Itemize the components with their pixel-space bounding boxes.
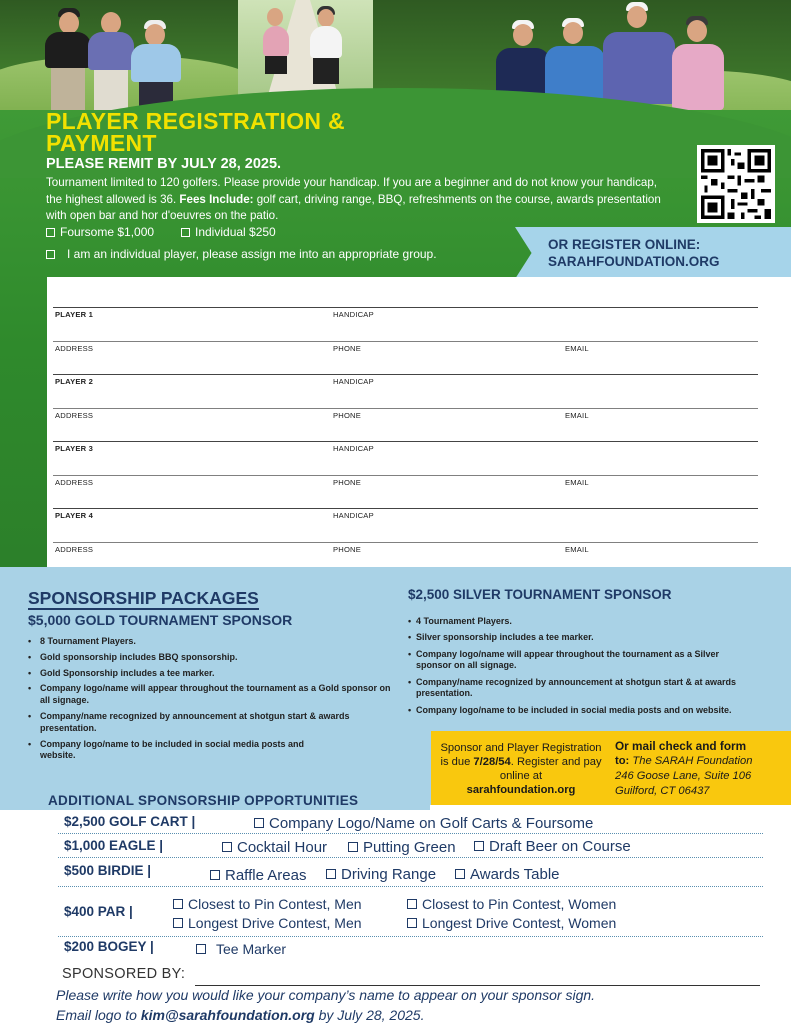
list-item: • Company/name recognized by announcement at shotgun start & at awards presentation.: [408, 677, 788, 701]
option-label: Longest Drive Contest, Men: [188, 915, 362, 931]
registration-due-text: [440, 741, 602, 797]
address-label: ADDRESS: [55, 545, 94, 554]
title-line-2: PAYMENT: [46, 130, 157, 156]
sponsor-sign-note: Please write how you would like your company’s name to appear on your sponsor sign.: [56, 987, 596, 1003]
phone-label: PHONE: [333, 478, 362, 487]
option-label: Closest to Pin Contest, Men: [188, 896, 362, 912]
option-label: Raffle Areas: [225, 867, 307, 884]
tier-par-label: $400 PAR |: [64, 904, 133, 919]
player-2-label: PLAYER 2: [55, 377, 94, 386]
list-item: • Gold sponsorship includes BBQ sponsorship.: [28, 652, 398, 664]
option-label: Awards Table: [470, 866, 560, 883]
divider: [58, 936, 763, 937]
option-individual[interactable]: [181, 225, 276, 239]
due-text: . Register and pay online at: [499, 756, 602, 782]
list-item: • Company logo/name will appear throughout the tournament as a Silver sponsor on all signage.: [408, 649, 728, 673]
option-assign-group[interactable]: [46, 247, 437, 261]
player-2-line[interactable]: [53, 408, 758, 409]
list-item: • Company logo/name will appear throughout the tournament as a Gold sponsor on all signage.: [28, 683, 398, 707]
option-raffle-areas[interactable]: [210, 867, 306, 884]
fees-include-label: Fees Include:: [179, 192, 254, 206]
phone-label: PHONE: [333, 411, 362, 420]
option-driving-range[interactable]: [326, 866, 436, 883]
sponsorship-heading: SPONSORSHIP PACKAGES: [28, 588, 259, 608]
option-label: Draft Beer on Course: [489, 838, 631, 855]
qr-code-icon[interactable]: [697, 145, 775, 223]
phone-label: PHONE: [333, 344, 362, 353]
address-label: ADDRESS: [55, 411, 94, 420]
sponsored-by-label: SPONSORED BY:: [62, 966, 186, 982]
checkbox-icon[interactable]: [254, 818, 264, 828]
player-3-label: PLAYER 3: [55, 444, 94, 453]
fees-text: golf cart, driving range, BBQ, refreshments on the course, awards presentation with open bar and hor d'oeuvres on the patio.: [46, 192, 661, 222]
phone-label: PHONE: [333, 545, 362, 554]
checkbox-icon[interactable]: [210, 870, 220, 880]
checkbox-icon[interactable]: [326, 869, 336, 879]
player-3-line[interactable]: [53, 475, 758, 476]
address-line[interactable]: [53, 441, 758, 442]
option-cocktail-hour[interactable]: [222, 839, 327, 856]
list-item: • Company logo/name to be included in social media posts and on website.: [408, 705, 788, 717]
form-line: [53, 307, 758, 308]
contact-email-link[interactable]: kim@sarahfoundation.org: [140, 1007, 315, 1023]
gold-sponsor-heading: $5,000 GOLD TOURNAMENT SPONSOR: [28, 612, 293, 628]
list-item: • Gold Sponsorship includes a tee marker.: [28, 668, 398, 680]
list-item: • Company/name recognized by announcement at shotgun start & awards presentation.: [28, 711, 398, 735]
option-closest-pin-men[interactable]: [173, 896, 362, 912]
option-label: Tee Marker: [216, 941, 287, 957]
checkbox-icon[interactable]: [407, 899, 417, 909]
address-label: ADDRESS: [55, 344, 94, 353]
player-1-label: PLAYER 1: [55, 310, 94, 319]
checkbox-icon[interactable]: [407, 918, 417, 928]
list-item: • 8 Tournament Players.: [28, 636, 398, 648]
option-longest-drive-men[interactable]: [173, 915, 362, 931]
list-item: • Company logo/name to be included in social media posts and website.: [28, 739, 338, 763]
gold-benefits-list: [28, 636, 398, 766]
due-text: Sponsor and Player Registration is due: [440, 742, 602, 768]
option-longest-drive-women[interactable]: [407, 915, 616, 931]
sponsor-website-link[interactable]: sarahfoundation.org: [466, 784, 576, 796]
mail-to-label: to:: [615, 755, 630, 767]
mail-address-block: [615, 739, 785, 799]
mail-street: 246 Goose Lane, Suite 106: [615, 770, 752, 782]
tier-bogey-label: $200 BOGEY |: [64, 939, 154, 954]
option-awards-table[interactable]: [455, 866, 560, 883]
handicap-label: HANDICAP: [333, 310, 374, 319]
email-label: EMAIL: [565, 545, 589, 554]
address-line[interactable]: [53, 508, 758, 509]
list-item: • Silver sponsorship includes a tee marker.: [408, 632, 788, 644]
option-label: Cocktail Hour: [237, 839, 328, 856]
checkbox-icon[interactable]: [196, 944, 206, 954]
option-label: Closest to Pin Contest, Women: [422, 896, 617, 912]
note-text: Email logo to: [56, 1007, 141, 1023]
tier-golf-cart-label: $2,500 GOLF CART |: [64, 814, 196, 829]
mail-org: The SARAH Foundation: [632, 755, 753, 767]
checkbox-icon[interactable]: [455, 869, 465, 879]
register-online-label: OR REGISTER ONLINE:: [548, 237, 701, 252]
checkbox-icon[interactable]: [181, 228, 190, 237]
address-line[interactable]: [53, 374, 758, 375]
player-4-label: PLAYER 4: [55, 511, 94, 520]
option-tee-marker[interactable]: [196, 941, 286, 957]
handicap-label: HANDICAP: [333, 377, 374, 386]
divider: [58, 886, 763, 887]
mail-title: Or mail check and form: [615, 739, 747, 753]
checkbox-icon[interactable]: [46, 250, 55, 259]
note-text: by July 28, 2025.: [314, 1007, 425, 1023]
option-closest-pin-women[interactable]: [407, 896, 616, 912]
tier-birdie-label: $500 BIRDIE |: [64, 863, 152, 878]
tier-eagle-label: $1,000 EAGLE |: [64, 838, 164, 853]
option-label: Longest Drive Contest, Women: [422, 915, 617, 931]
option-foursome-label: Foursome $1,000: [60, 225, 155, 239]
email-label: EMAIL: [565, 344, 589, 353]
golf-path-photo: [238, 0, 373, 95]
silver-sponsor-heading: $2,500 SILVER TOURNAMENT SPONSOR: [408, 587, 672, 602]
option-label: Putting Green: [363, 839, 456, 856]
handicap-label: HANDICAP: [333, 511, 374, 520]
email-logo-note: [56, 1007, 424, 1023]
checkbox-icon[interactable]: [173, 918, 183, 928]
option-assign-label: I am an individual player, please assign me into an appropriate group.: [67, 247, 437, 261]
checkbox-icon[interactable]: [46, 228, 55, 237]
option-label: Company Logo/Name on Golf Carts & Foursome: [269, 815, 594, 832]
option-individual-label: Individual $250: [195, 225, 276, 239]
email-label: EMAIL: [565, 411, 589, 420]
silver-benefits-list: [408, 616, 788, 721]
divider: [58, 833, 763, 834]
player-1-line[interactable]: [53, 341, 758, 342]
list-item: • 4 Tournament Players.: [408, 616, 788, 628]
divider: [58, 857, 763, 858]
checkbox-icon[interactable]: [348, 842, 358, 852]
register-online-link[interactable]: SARAHFOUNDATION.ORG: [548, 254, 720, 269]
player-4-line[interactable]: [53, 542, 758, 543]
option-label: Driving Range: [341, 866, 437, 883]
title-line-1: PLAYER REGISTRATION &: [46, 108, 345, 134]
address-label: ADDRESS: [55, 478, 94, 487]
option-putting-green[interactable]: [348, 839, 456, 856]
handicap-label: HANDICAP: [333, 444, 374, 453]
option-foursome[interactable]: [46, 225, 154, 239]
checkbox-icon[interactable]: [474, 841, 484, 851]
due-date: 7/28/54: [473, 756, 511, 768]
checkbox-icon[interactable]: [222, 842, 232, 852]
email-label: EMAIL: [565, 478, 589, 487]
mail-city: Guilford, CT 06437: [615, 785, 710, 797]
option-draft-beer[interactable]: [474, 838, 631, 855]
intro-text: Tournament limited to 120 golfers. Please provide your handicap. If you are a beginner and do not know your handicap, the highest allowed is 36.: [46, 176, 657, 206]
remit-deadline: PLEASE REMIT BY JULY 28, 2025.: [46, 156, 282, 172]
checkbox-icon[interactable]: [173, 899, 183, 909]
sponsored-by-field[interactable]: [195, 985, 760, 986]
registration-intro: [46, 175, 671, 225]
option-golf-cart[interactable]: [254, 815, 593, 832]
player-registration-form: [47, 277, 791, 579]
registration-title: [46, 110, 466, 154]
register-online-text[interactable]: [548, 236, 720, 270]
additional-opportunities-heading: ADDITIONAL SPONSORSHIP OPPORTUNITIES: [48, 793, 359, 808]
